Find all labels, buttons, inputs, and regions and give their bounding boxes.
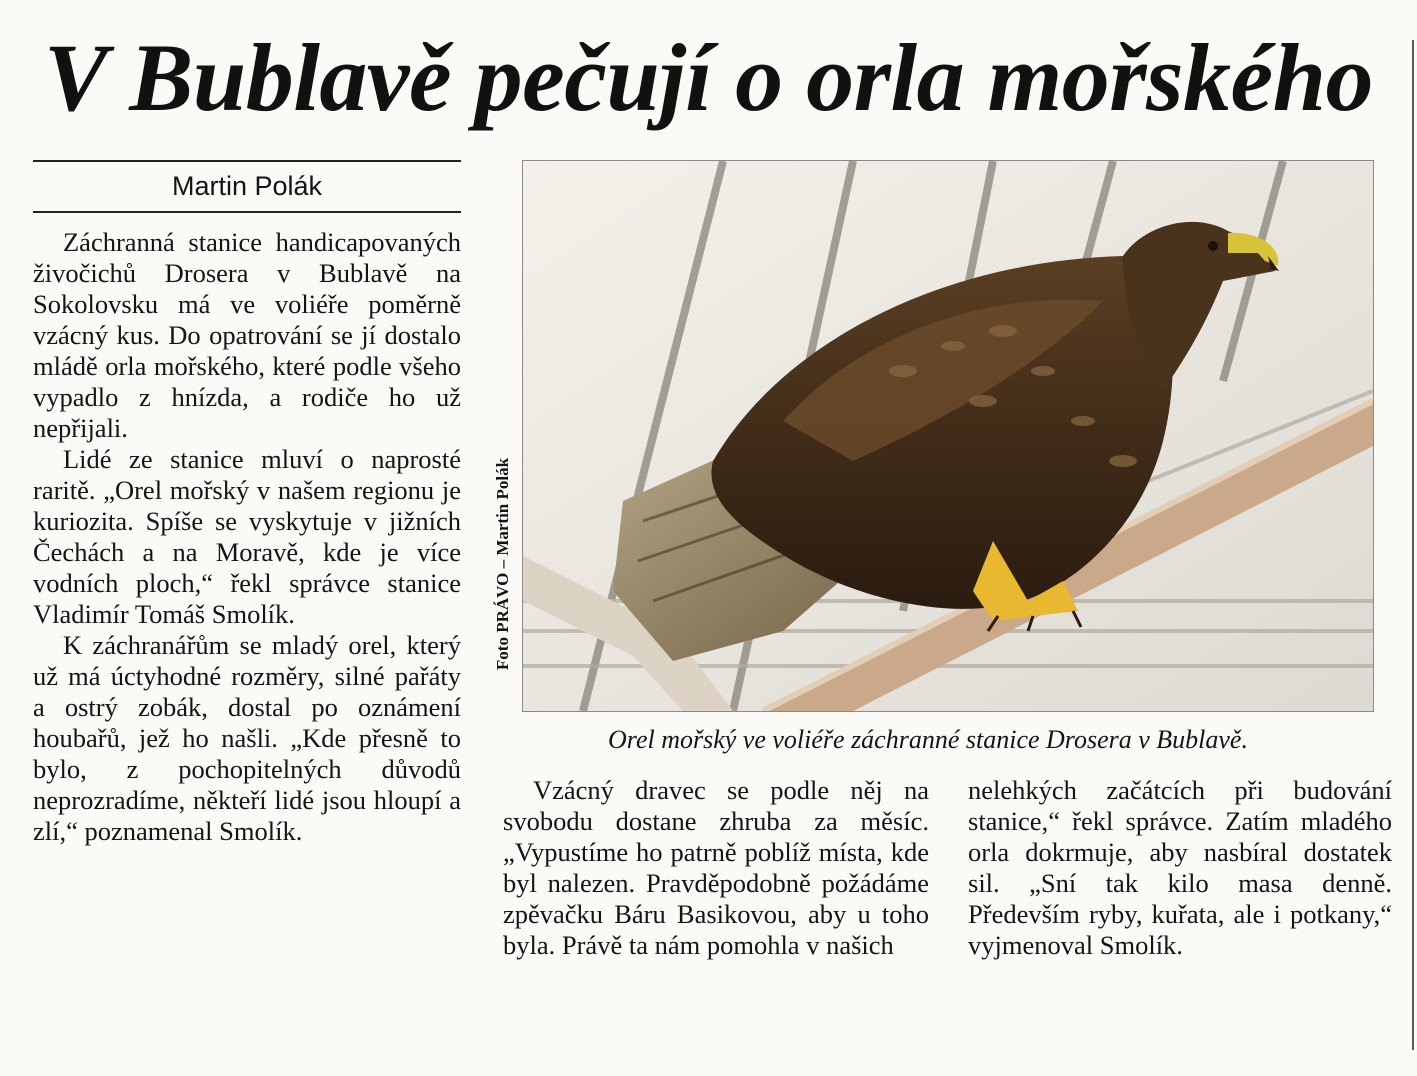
byline: Martin Polák <box>171 171 323 201</box>
article-column-2 <box>503 775 929 961</box>
photo-credit: Foto PRÁVO – Martin Polák <box>493 457 512 671</box>
byline-rule-bottom <box>33 211 461 213</box>
eagle-photo-illustration <box>523 161 1373 711</box>
paragraph: nelehkých začátcích při budování stanice,“ řekl správce. Zatím mladého orla dokrmuje, aby nasbíral dostatek sil. „Sní tak kilo masa denně. Především ryby, kuřata, ale i potkany,“ vyjmenoval Smolík. <box>968 775 1392 960</box>
eagle-photo <box>522 160 1374 712</box>
photo-caption: Orel mořský ve voliéře záchranné stanice Drosera v Bublavě. <box>608 725 1248 754</box>
paragraph: Lidé ze stanice mluví o naprosté raritě. „Orel mořský v našem regionu je kuriozita. Spíše se vyskytuje v jižních Čechách a na Moravě, kde je více vodních ploch,“ řekl správce stanice Vladimír Tomáš Smolík. <box>33 444 461 629</box>
scan-edge <box>1412 40 1414 1050</box>
headline: V Bublavě pečují o orla mořského <box>44 24 1373 131</box>
paragraph: Záchranná stanice handicapovaných živočichů Drosera v Bublavě na Sokolovsku má ve voliéře poměrně vzácný kus. Do opatrování se jí dostalo mládě orla mořského, které podle všeho vypadlo z hnízda, a rodiče ho už nepřijali. <box>33 227 461 443</box>
byline-rule-top <box>33 160 461 162</box>
paragraph: Vzácný dravec se podle něj na svobodu dostane zhruba za měsíc. „Vypustíme ho patrně poblíž místa, kde byl nalezen. Pravděpodobně požádáme zpěvačku Báru Basikovou, aby u toho byla. Právě ta nám pomohla v našich <box>503 775 929 960</box>
article-column-1 <box>33 227 461 847</box>
paragraph: K záchranářům se mladý orel, který už má úctyhodné rozměry, silné pařáty a ostrý zobák, dostal po oznámení houbařů, jež ho našli. „Kde přesně to bylo, z pochopitelných důvodů neprozradíme, někteří lidé jsou hloupí a zlí,“ poznamenal Smolík. <box>33 630 461 846</box>
article-column-3 <box>968 775 1392 961</box>
